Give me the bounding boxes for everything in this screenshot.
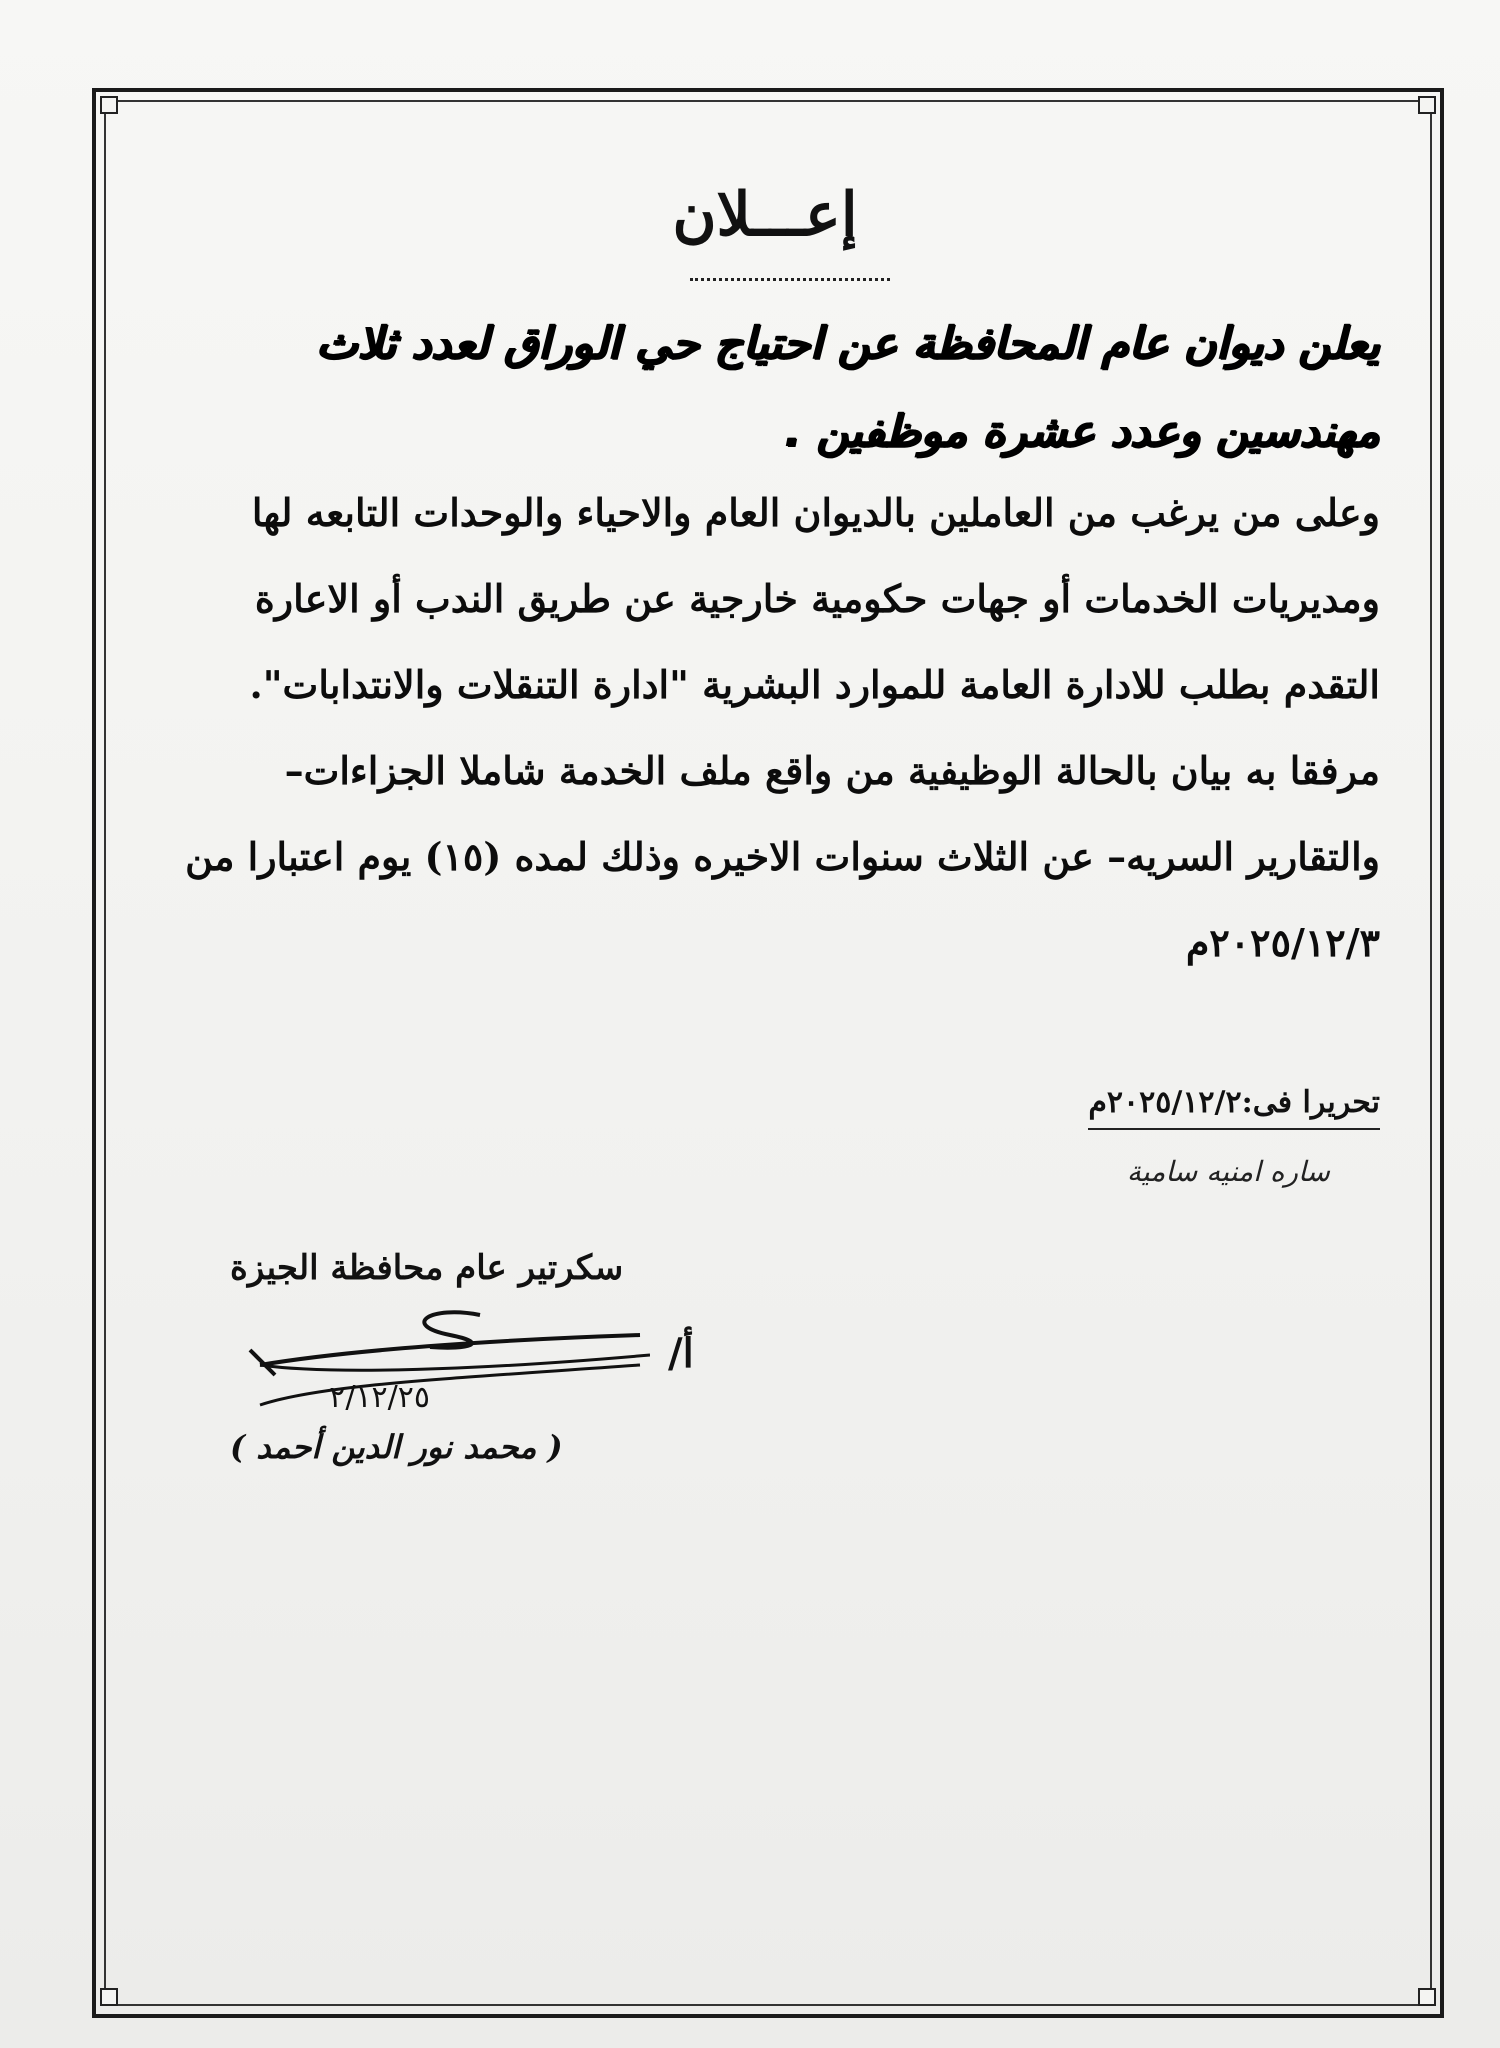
signature-image xyxy=(230,1295,650,1435)
secretary-title: سكرتير عام محافظة الجيزة xyxy=(230,1248,624,1288)
announcement-body xyxy=(150,470,1380,986)
title-underline xyxy=(690,278,890,281)
corner-ornament xyxy=(1418,96,1436,114)
issue-date: تحريرا فى:٢٠٢٥/١٢/٢م xyxy=(1088,1085,1380,1130)
body-paragraph: مرفقا به بيان بالحالة الوظيفية من واقع ملف الخدمة شاملا الجزاءات– والتقارير السريه– عن الثلاث سنوات الاخيره وذلك لمده (١٥) يوم اعتبارا من ٢٠٢٥/١٢/٣م xyxy=(185,748,1380,965)
corner-ornament xyxy=(100,96,118,114)
signer-name: ( محمد نور الدين أحمد ) xyxy=(230,1428,563,1466)
writer-name: ساره امنيه سامية xyxy=(1126,1155,1330,1188)
announcement-headline: يعلن ديوان عام المحافظة عن احتياج حي الوراق لعدد ثلاث مهندسين وعدد عشرة موظفين . xyxy=(316,318,1380,457)
signature-scrawl: ٢/١٢/٢٥ xyxy=(329,1380,430,1415)
signer-prefix: أ/ xyxy=(668,1330,694,1377)
corner-ornament xyxy=(100,1988,118,2006)
corner-ornament xyxy=(1418,1988,1436,2006)
body-paragraph: وعلى من يرغب من العاملين بالديوان العام والاحياء والوحدات التابعه لها ومديريات الخدمات أو جهات حكومية خارجية عن طريق الندب أو الاعارة التقدم بطلب للادارة العامة للموارد البشرية "ادارة التنقلات والانتدابات". xyxy=(249,490,1380,707)
announcement-title: إعـــلان xyxy=(672,180,858,250)
